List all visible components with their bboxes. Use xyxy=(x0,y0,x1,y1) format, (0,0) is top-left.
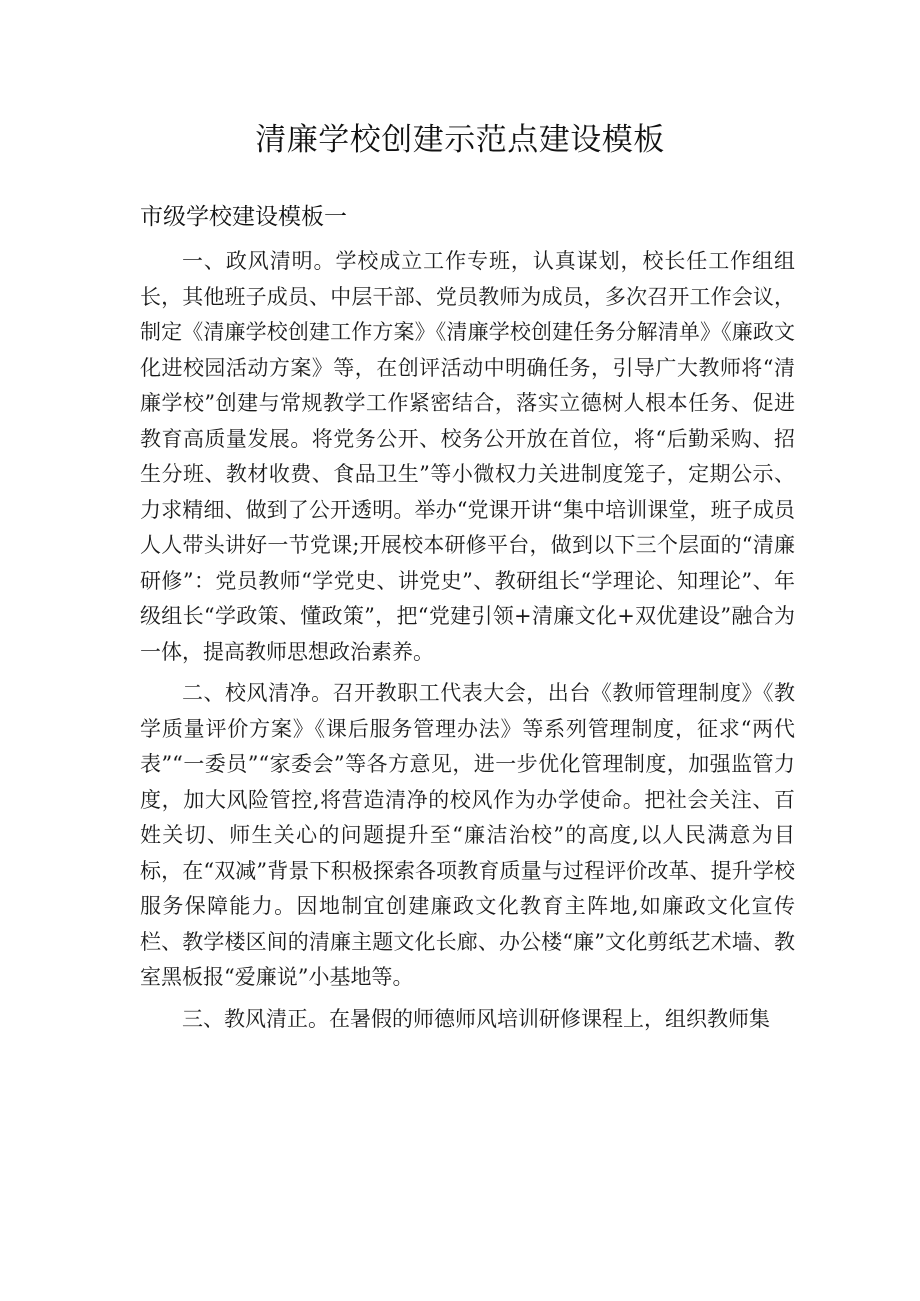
paragraph-teaching-style: 三、教风清正。在暑假的师德师风培训研修课程上，组织教师集 xyxy=(182,1006,770,1031)
document-title: 清廉学校创建示范点建设模板 xyxy=(255,122,665,158)
paragraph-school-style: 二、校风清净。召开教职工代表大会，出台《教师管理制度》《教学质量评价方案》《课后服务管理办法》等系列管理制度，征求“两代表”“一委员”“家委会”等各方意见，进一步优化管理制度，加强监管力度，加大风险管控,将营造清净的校风作为办学使命。把社会关注、百姓关切、师生关心的问题提升至“廉洁治校”的高度,以人民满意为目标，在“双减”背景下积极探索各项教育质量与过程评价改革、提升学校服务保障能力。因地制宜创建廉政文化教育主阵地,如廉政文化宣传栏、教学楼区间的清廉主题文化长廊、办公楼“廉”文化剪纸艺术墙、教室黑板报“爱廉说”小基地等。 xyxy=(140,681,795,989)
section-heading: 市级学校建设模板一 xyxy=(140,204,347,230)
document-body xyxy=(140,244,795,1037)
paragraph-political-style: 一、政风清明。学校成立工作专班，认真谋划，校长任工作组组长，其他班子成员、中层干部、党员教师为成员，多次召开工作会议，制定《清廉学校创建工作方案》《清廉学校创建任务分解清单》《廉政文化进校园活动方案》等，在创评活动中明确任务，引导广大教师将“清廉学校”创建与常规教学工作紧密结合，落实立德树人根本任务、促进教育高质量发展。将党务公开、校务公开放在首位，将“后勤采购、招生分班、教材收费、食品卫生”等小微权力关进制度笼子，定期公示、力求精细、做到了公开透明。举办“党课开讲“集中培训课堂，班子成员人人带头讲好一节党课;开展校本研修平台，做到以下三个层面的“清廉研修”：党员教师“学党史、讲党史”、教研组长“学理论、知理论”、年级组长“学政策、懂政策”，把“党建引领+清廉文化+双优建设”融合为一体，提高教师思想政治素养。 xyxy=(140,249,795,664)
